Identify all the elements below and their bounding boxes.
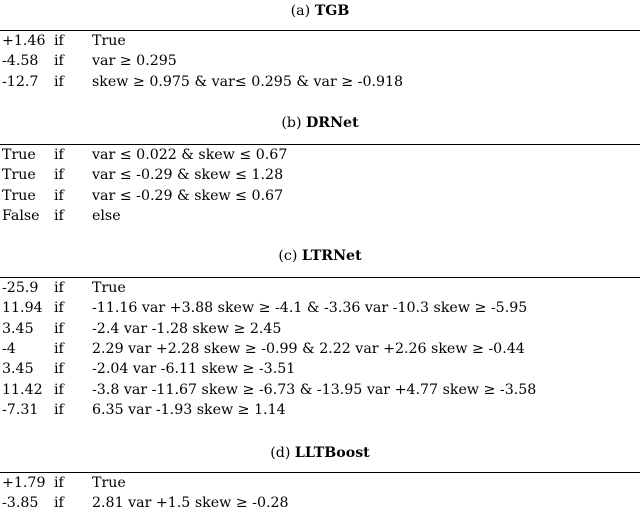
row-value: 11.94 (2, 300, 43, 317)
table-row (0, 359, 640, 379)
table-row (0, 31, 640, 51)
row-condition: var ≤ 0.022 & skew ≤ 0.67 (92, 147, 288, 164)
table-row (0, 206, 640, 226)
table-row (0, 278, 640, 298)
row-condition: True (92, 280, 126, 297)
row-keyword: if (54, 361, 64, 378)
row-condition: -11.16 var +3.88 skew ≥ -4.1 & -3.36 var -10.3 skew ≥ -5.95 (92, 300, 528, 317)
rules-table (0, 278, 640, 420)
row-value: -12.7 (2, 73, 39, 90)
row-condition: -2.4 var -1.28 skew ≥ 2.45 (92, 320, 282, 337)
row-condition: var ≥ 0.295 (92, 53, 177, 70)
caption-label: (b) (281, 115, 302, 131)
section-ltrnet (0, 246, 640, 420)
row-keyword: if (54, 73, 64, 90)
row-condition: else (92, 208, 121, 225)
row-value: 11.42 (2, 381, 43, 398)
table-row (0, 493, 640, 513)
row-keyword: if (54, 208, 64, 225)
table-row (0, 298, 640, 318)
section-caption (0, 113, 640, 133)
section-tgb (0, 0, 640, 92)
row-condition: -2.04 var -6.11 skew ≥ -3.51 (92, 361, 296, 378)
table-row (0, 165, 640, 185)
row-value: 3.45 (2, 320, 34, 337)
table-row (0, 339, 640, 359)
row-value: -3.85 (2, 495, 39, 512)
row-value: True (2, 167, 36, 184)
row-keyword: if (54, 300, 64, 317)
table-row (0, 51, 640, 71)
table-row (0, 473, 640, 493)
row-condition: True (92, 33, 126, 50)
row-keyword: if (54, 187, 64, 204)
row-keyword: if (54, 320, 64, 337)
row-condition: var ≤ -0.29 & skew ≤ 1.28 (92, 167, 284, 184)
row-keyword: if (54, 401, 64, 418)
row-keyword: if (54, 147, 64, 164)
row-condition: 6.35 var -1.93 skew ≥ 1.14 (92, 401, 286, 418)
row-value: -25.9 (2, 280, 39, 297)
row-keyword: if (54, 341, 64, 358)
row-condition: skew ≥ 0.975 & var≤ 0.295 & var ≥ -0.918 (92, 73, 404, 90)
row-value: 3.45 (2, 361, 34, 378)
row-keyword: if (54, 53, 64, 70)
row-condition: 2.81 var +1.5 skew ≥ -0.28 (92, 495, 289, 512)
row-keyword: if (54, 280, 64, 297)
row-keyword: if (54, 33, 64, 50)
caption-name: LLTBoost (294, 445, 370, 461)
caption-label: (a) (290, 3, 311, 19)
section-lltboost (0, 443, 640, 514)
table-row (0, 400, 640, 420)
row-condition: 2.29 var +2.28 skew ≥ -0.99 & 2.22 var +2.26 skew ≥ -0.44 (92, 341, 525, 358)
row-value: +1.79 (2, 475, 46, 492)
caption-name: LTRNet (301, 248, 362, 264)
row-keyword: if (54, 475, 64, 492)
row-keyword: if (54, 381, 64, 398)
caption-name: TGB (314, 3, 350, 19)
caption-name: DRNet (306, 115, 359, 131)
table-row (0, 319, 640, 339)
row-value: -7.31 (2, 401, 39, 418)
row-value: True (2, 187, 36, 204)
rules-table (0, 31, 640, 92)
section-caption (0, 443, 640, 463)
section-caption (0, 1, 640, 21)
row-value: +1.46 (2, 33, 46, 50)
rules-table (0, 473, 640, 514)
row-keyword: if (54, 495, 64, 512)
row-value: True (2, 147, 36, 164)
row-condition: -3.8 var -11.67 skew ≥ -6.73 & -13.95 var +4.77 skew ≥ -3.58 (92, 381, 537, 398)
table-row (0, 379, 640, 399)
caption-label: (d) (270, 445, 291, 461)
caption-label: (c) (278, 248, 298, 264)
row-value: -4 (2, 341, 16, 358)
section-caption (0, 246, 640, 266)
row-keyword: if (54, 167, 64, 184)
section-drnet (0, 113, 640, 226)
row-value: -4.58 (2, 53, 39, 70)
rules-table (0, 145, 640, 226)
table-row (0, 72, 640, 92)
row-condition: var ≤ -0.29 & skew ≤ 0.67 (92, 187, 284, 204)
table-row (0, 145, 640, 165)
row-value: False (2, 208, 40, 225)
table-row (0, 186, 640, 206)
row-condition: True (92, 475, 126, 492)
